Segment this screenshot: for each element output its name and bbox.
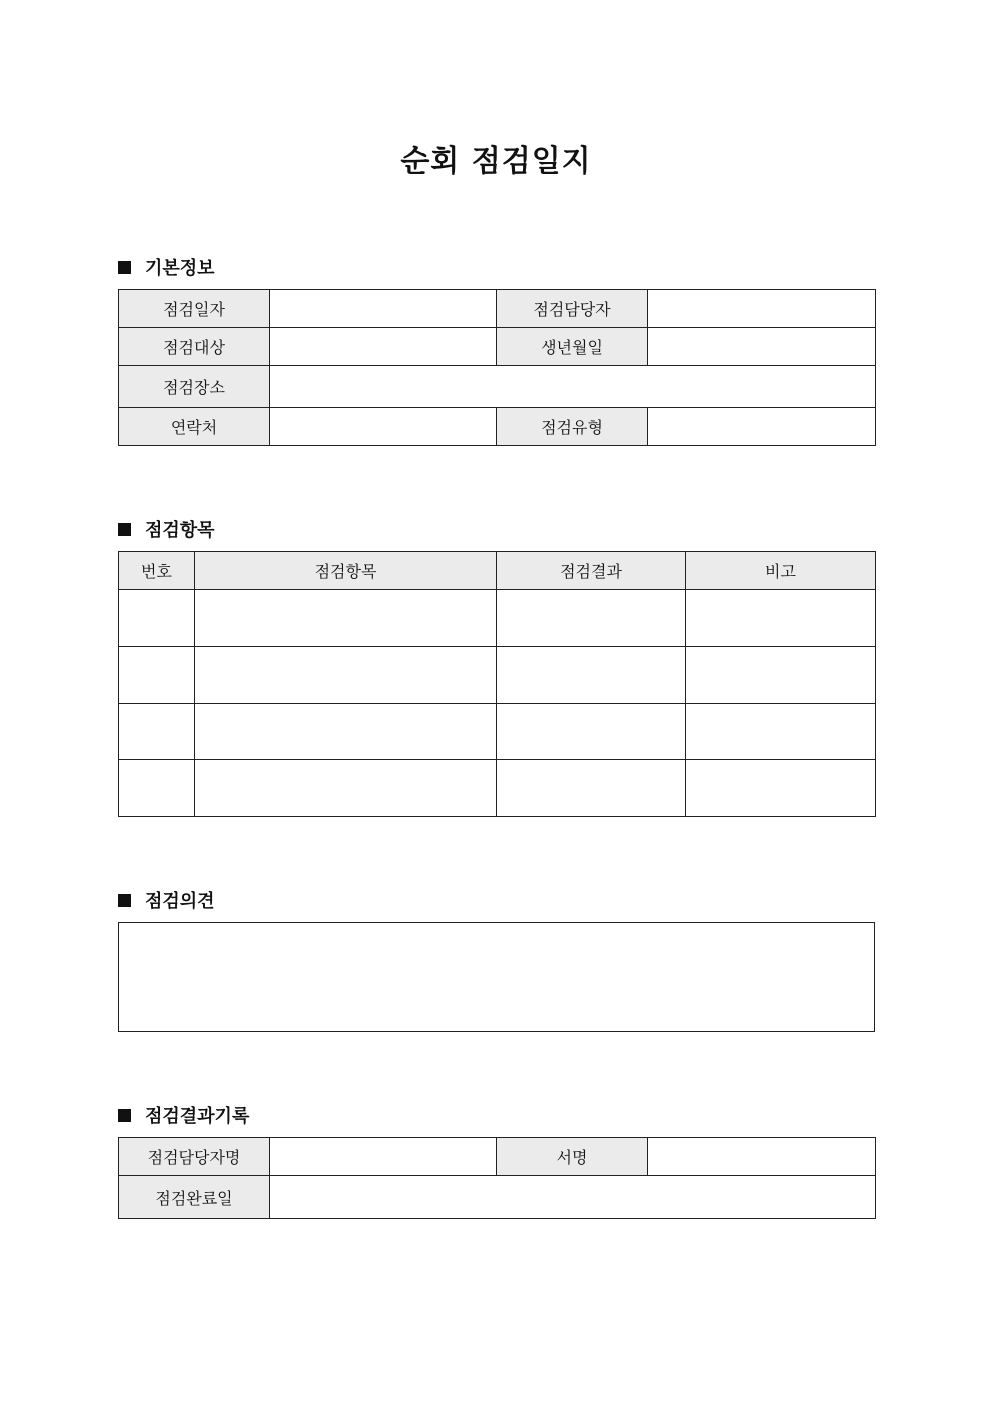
basic-info-table — [118, 289, 876, 446]
section-label: 점검결과기록 — [145, 1106, 250, 1127]
item-cell[interactable] — [195, 760, 497, 817]
number-cell[interactable] — [119, 704, 195, 760]
target-label: 점검대상 — [119, 328, 270, 366]
place-field[interactable] — [270, 366, 876, 408]
item-cell[interactable] — [195, 590, 497, 647]
result-cell[interactable] — [497, 704, 686, 760]
note-cell[interactable] — [686, 590, 876, 647]
header-item: 점검항목 — [195, 552, 497, 590]
contact-field[interactable] — [270, 408, 497, 446]
date-label: 점검일자 — [119, 290, 270, 328]
table-row — [119, 760, 876, 817]
date-field[interactable] — [270, 290, 497, 328]
note-cell[interactable] — [686, 704, 876, 760]
item-cell[interactable] — [195, 704, 497, 760]
section-title-basic-info — [118, 254, 215, 280]
result-cell[interactable] — [497, 760, 686, 817]
section-label: 점검의견 — [145, 891, 215, 912]
page-title: 순회 점검일지 — [400, 144, 592, 179]
number-cell[interactable] — [119, 647, 195, 704]
table-row — [119, 704, 876, 760]
section-title-check-items — [118, 516, 215, 542]
section-title-result-record — [118, 1102, 249, 1128]
square-bullet-icon — [118, 894, 131, 907]
section-label: 기본정보 — [145, 258, 215, 279]
completion-date-field[interactable] — [270, 1176, 876, 1219]
table-row — [119, 590, 876, 647]
result-cell[interactable] — [497, 590, 686, 647]
number-cell[interactable] — [119, 590, 195, 647]
place-label: 점검장소 — [119, 366, 270, 408]
square-bullet-icon — [118, 1109, 131, 1122]
header-result: 점검결과 — [497, 552, 686, 590]
inspector-label: 점검담당자 — [497, 290, 648, 328]
header-note: 비고 — [686, 552, 876, 590]
table-row — [119, 647, 876, 704]
inspector-field[interactable] — [648, 290, 876, 328]
signature-field[interactable] — [648, 1138, 876, 1176]
inspector-name-label: 점검담당자명 — [119, 1138, 270, 1176]
type-field[interactable] — [648, 408, 876, 446]
completion-date-label: 점검완료일 — [119, 1176, 270, 1219]
contact-label: 연락처 — [119, 408, 270, 446]
inspector-name-field[interactable] — [270, 1138, 497, 1176]
target-field[interactable] — [270, 328, 497, 366]
result-record-table — [118, 1137, 876, 1219]
section-label: 점검항목 — [145, 520, 215, 541]
note-cell[interactable] — [686, 760, 876, 817]
note-cell[interactable] — [686, 647, 876, 704]
square-bullet-icon — [118, 523, 131, 536]
check-items-table — [118, 551, 876, 817]
signature-label: 서명 — [497, 1138, 648, 1176]
birthdate-label: 생년월일 — [497, 328, 648, 366]
opinion-textarea[interactable] — [118, 922, 875, 1032]
birthdate-field[interactable] — [648, 328, 876, 366]
item-cell[interactable] — [195, 647, 497, 704]
number-cell[interactable] — [119, 760, 195, 817]
header-number: 번호 — [119, 552, 195, 590]
result-cell[interactable] — [497, 647, 686, 704]
type-label: 점검유형 — [497, 408, 648, 446]
square-bullet-icon — [118, 261, 131, 274]
section-title-opinion — [118, 887, 215, 913]
